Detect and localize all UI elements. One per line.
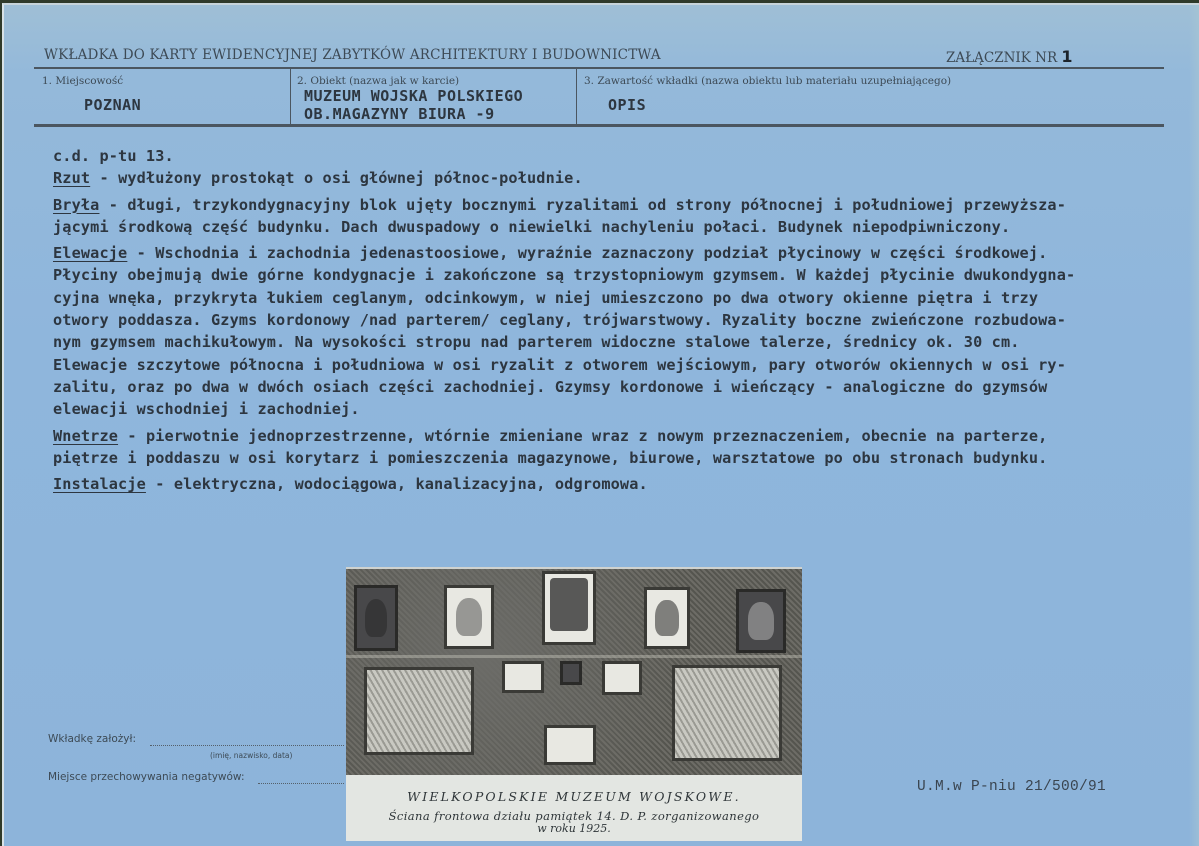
negatives-location-label: Miejsce przechowywania negatywów: bbox=[48, 771, 245, 783]
contents-label: 3. Zawartość wkładki (nazwa obiektu lub materiału uzupełniającego) bbox=[584, 75, 952, 87]
column-divider-2 bbox=[576, 69, 577, 124]
attachment-label-text: ZAŁĄCZNIK NR bbox=[946, 50, 1058, 66]
section-heading: Wnetrze bbox=[53, 426, 119, 445]
portrait-frame bbox=[644, 587, 690, 649]
section-bryla: Bryła - długi, trzykondygnacyjny blok ujęty bocznymi ryzalitami od strony północnej i południowej przewyższa- bbox=[53, 195, 1067, 214]
text-line: zalitu, oraz po dwa w dwóch osiach części zachodniej. Gzymsy kordonowe i wieńczący - analogiczne do gzymsów bbox=[53, 377, 1048, 396]
photo-ledge bbox=[346, 655, 802, 658]
header-rule-top bbox=[34, 67, 1164, 69]
locality-value: POZNAN bbox=[84, 96, 142, 114]
description-body bbox=[53, 145, 1193, 495]
header-rule-bottom bbox=[34, 124, 1164, 127]
attachment-number: 1 bbox=[1061, 47, 1073, 66]
locality-label: 1. Miejscowość bbox=[42, 75, 124, 87]
document-frame bbox=[544, 725, 596, 765]
small-frame bbox=[560, 661, 582, 685]
attachment-label bbox=[946, 47, 1073, 66]
section-heading: Instalacje bbox=[53, 475, 146, 494]
created-by-field[interactable] bbox=[150, 745, 344, 746]
text-line: piętrze i poddaszu w osi korytarz i pomieszczenia magazynowe, biurowe, warsztatowe po obu stronach budynku. bbox=[53, 448, 1048, 467]
caption-line: Ściana frontowa działu pamiątek 14. D. P. zorganizowanego bbox=[388, 809, 760, 823]
photo-caption bbox=[346, 775, 802, 841]
section-heading: Rzut bbox=[53, 169, 91, 188]
archive-reference: U.M.w P-niu 21/500/91 bbox=[917, 779, 1107, 795]
museum-wall-photo bbox=[346, 567, 802, 777]
object-value-line2: OB.MAGAZYNY BIURA -9 bbox=[304, 105, 495, 123]
section-heading: Bryła bbox=[53, 195, 100, 214]
document-frame bbox=[602, 661, 642, 695]
map-frame bbox=[364, 667, 474, 755]
text-line: otwory poddasza. Gzyms kordonowy /nad parterem/ ceglany, trójwarstwowy. Ryzality boczne zwieńczone rozbudowa- bbox=[53, 311, 1067, 330]
section-wnetrze: Wnetrze - pierwotnie jednoprzestrzenne, wtórnie zmieniane wraz z nowym przeznaczeniem, obecnie na parterze, bbox=[53, 426, 1048, 445]
form-title: WKŁADKA DO KARTY EWIDENCYJNEJ ZABYTKÓW ARCHITEKTURY I BUDOWNICTWA bbox=[44, 47, 661, 63]
text-line: nym gzymsem machikułowym. Na wysokości stropu nad parterem widoczne stalowe talerze, średnicy ok. 30 cm. bbox=[53, 333, 1020, 352]
text-line: elewacji wschodniej i zachodniej. bbox=[53, 400, 360, 419]
section-instalacje: Instalacje - elektryczna, wodociągowa, kanalizacyjna, odgromowa. bbox=[53, 475, 648, 494]
map-frame bbox=[672, 665, 782, 761]
text-line: Elewacje szczytowe północna i południowa w osi ryzalit z otworem wejściowym, pary otworów okiennych w osi ry- bbox=[53, 355, 1067, 374]
portrait-frame bbox=[354, 585, 398, 651]
caption-line: w roku 1925. bbox=[537, 822, 611, 835]
created-by-hint: (imię, nazwisko, data) bbox=[210, 751, 293, 760]
portrait-frame bbox=[736, 589, 786, 653]
object-value-line1: MUZEUM WOJSKA POLSKIEGO bbox=[304, 87, 524, 105]
portrait-frame bbox=[542, 571, 596, 645]
object-label: 2. Obiekt (nazwa jak w karcie) bbox=[297, 75, 460, 87]
continuation-note: c.d. p-tu 13. bbox=[53, 147, 174, 165]
portrait-frame bbox=[444, 585, 494, 649]
caption-title: WIELKOPOLSKIE MUZEUM WOJSKOWE. bbox=[407, 789, 741, 804]
document-sheet bbox=[2, 3, 1199, 846]
section-rzut: Rzut - wydłużony prostokąt o osi głównej północ-południe. bbox=[53, 169, 583, 188]
contents-value: OPIS bbox=[608, 96, 647, 114]
created-by-label: Wkładkę założył: bbox=[48, 733, 137, 745]
section-elewacje: Elewacje - Wschodnia i zachodnia jedenastoosiowe, wyraźnie zaznaczony podział płycinowy w części środkowej. bbox=[53, 244, 1048, 263]
document-frame bbox=[502, 661, 544, 693]
text-line: Płyciny obejmują dwie górne kondygnacje i zakończone są trzystopniowym gzymsem. W każdej płycinie dwukondygna- bbox=[53, 266, 1076, 285]
text-line: cyjna wnęka, przykryta łukiem ceglanym, odcinkowym, w niej umieszczono po dwa otwory okienne piętra i trzy bbox=[53, 288, 1039, 307]
text-line: jącymi środkową część budynku. Dach dwuspadowy o niewielki nachyleniu połaci. Budynek niepodpiwniczony. bbox=[53, 217, 1011, 236]
negatives-location-field[interactable] bbox=[258, 783, 344, 784]
column-divider-1 bbox=[290, 69, 291, 124]
section-heading: Elewacje bbox=[53, 244, 128, 263]
